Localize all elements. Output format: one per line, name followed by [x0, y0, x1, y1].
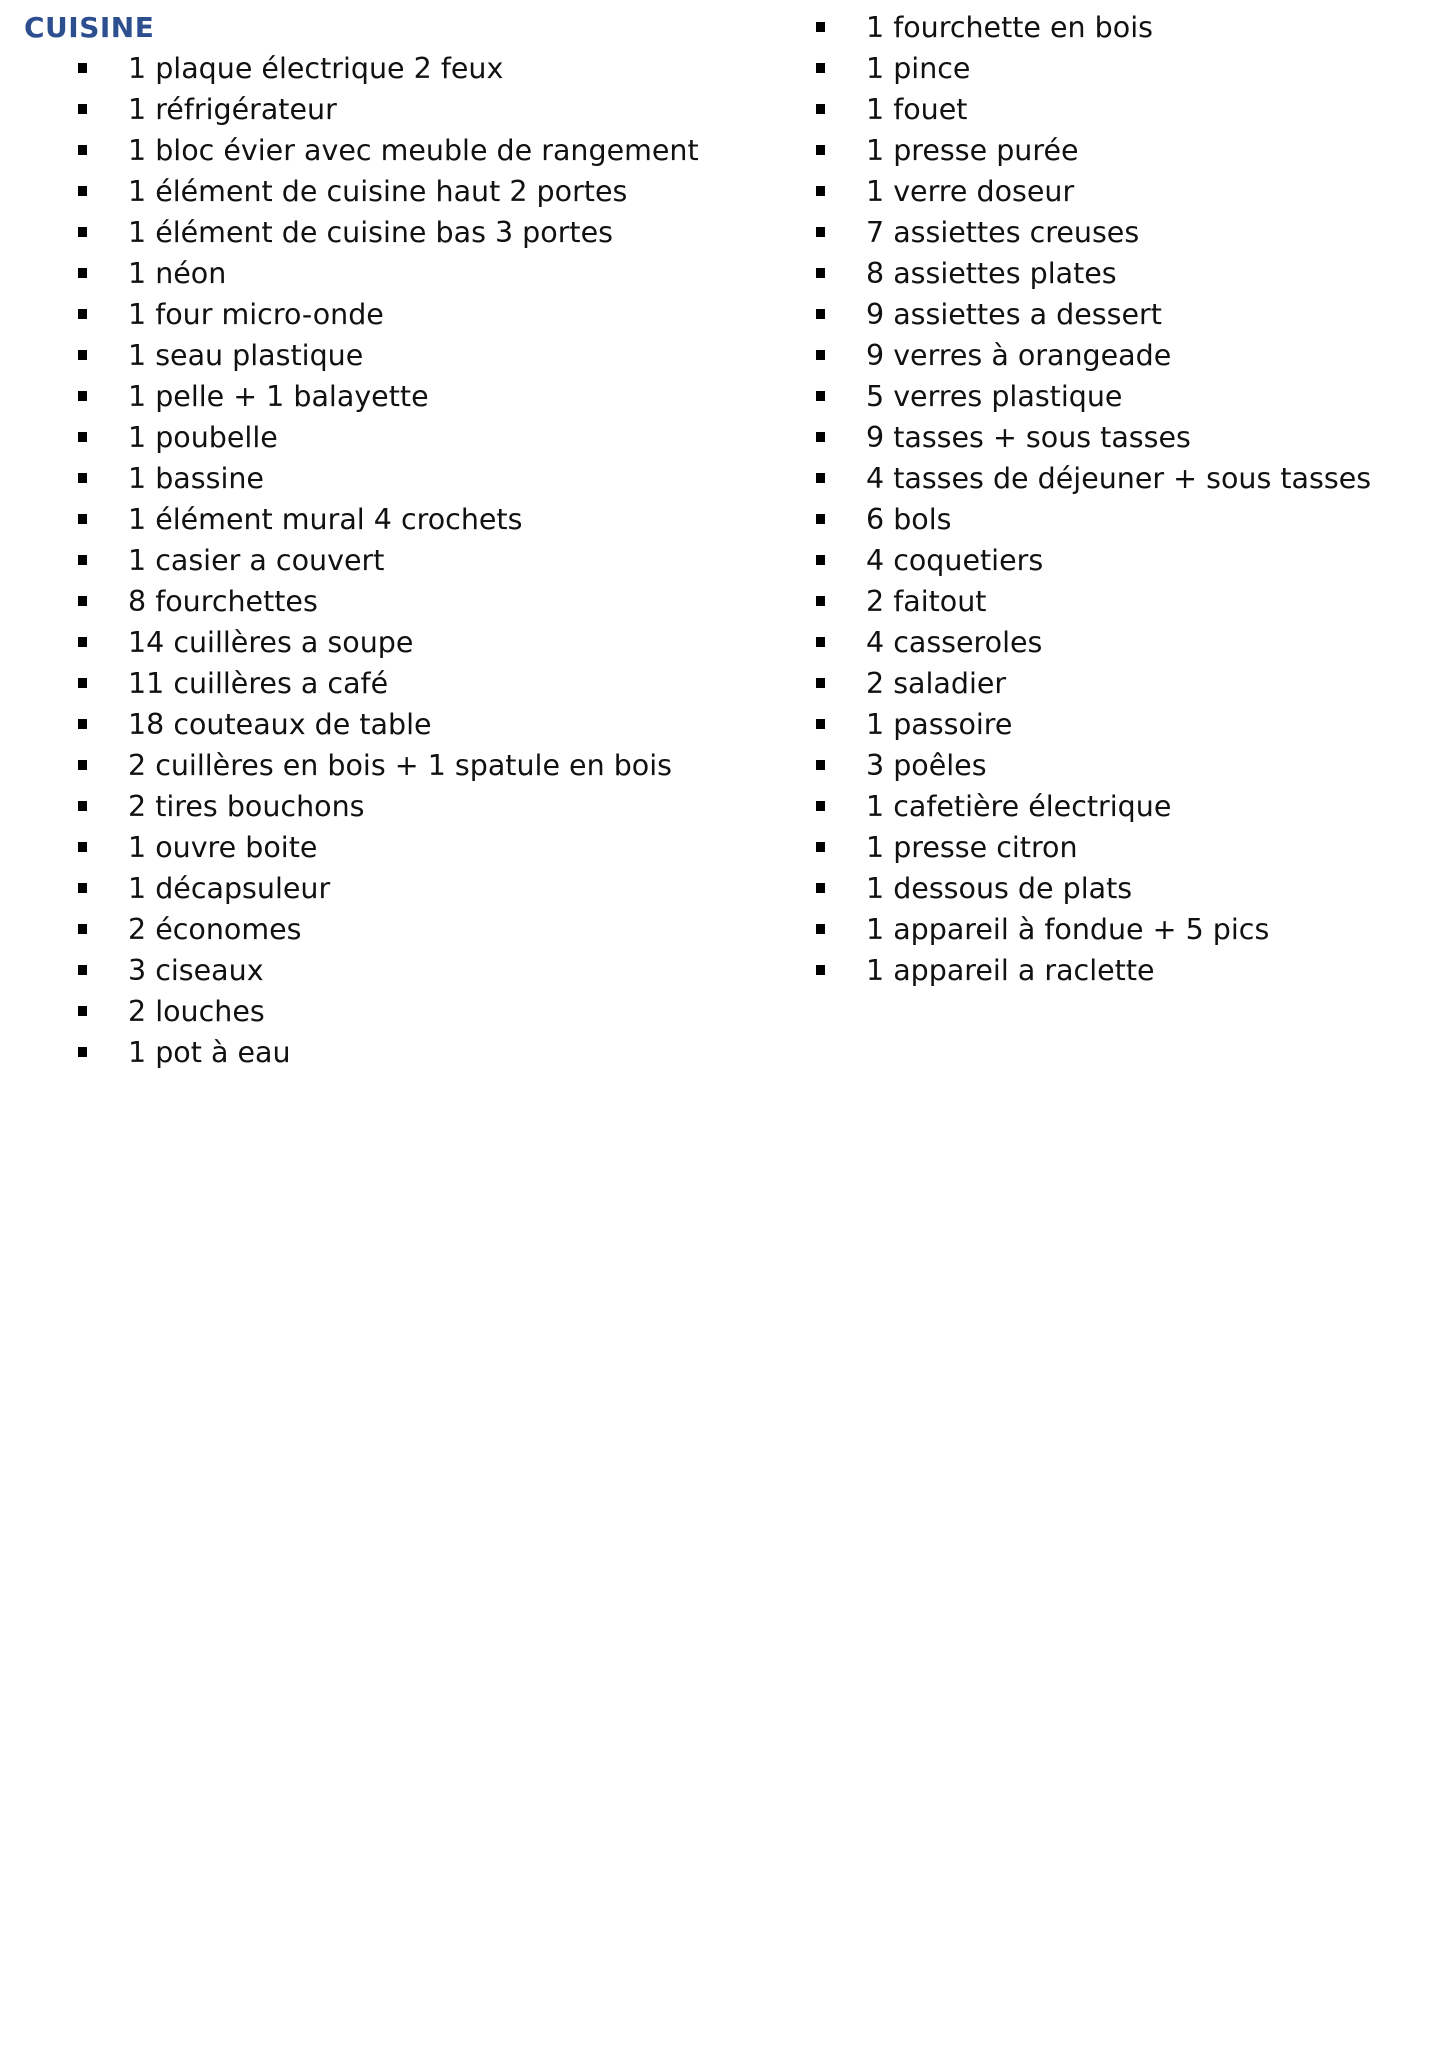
list-item-text: 1 appareil a raclette	[866, 954, 1155, 987]
square-bullet-icon	[816, 63, 825, 73]
list-item-text: 1 poubelle	[128, 421, 278, 454]
list-item	[816, 130, 1416, 171]
square-bullet-icon	[78, 227, 87, 237]
list-item	[816, 950, 1416, 991]
square-bullet-icon	[816, 432, 825, 442]
square-bullet-icon	[816, 596, 825, 606]
square-bullet-icon	[78, 268, 87, 278]
square-bullet-icon	[78, 309, 87, 319]
square-bullet-icon	[816, 391, 825, 401]
square-bullet-icon	[816, 473, 825, 483]
square-bullet-icon	[816, 883, 825, 893]
list-item	[816, 745, 1416, 786]
square-bullet-icon	[78, 145, 87, 155]
list-item	[78, 622, 778, 663]
list-item	[816, 540, 1416, 581]
list-item	[816, 663, 1416, 704]
list-item	[816, 417, 1416, 458]
list-item-text: 1 élément mural 4 crochets	[128, 503, 523, 536]
list-item-text: 1 pot à eau	[128, 1036, 291, 1069]
list-item-text: 9 verres à orangeade	[866, 339, 1172, 372]
square-bullet-icon	[78, 678, 87, 688]
square-bullet-icon	[78, 637, 87, 647]
list-item-text: 1 pelle + 1 balayette	[128, 380, 429, 413]
list-item	[816, 868, 1416, 909]
list-item	[78, 171, 778, 212]
list-item	[78, 663, 778, 704]
list-item	[78, 130, 778, 171]
list-item-text: 1 casier a couvert	[128, 544, 385, 577]
square-bullet-icon	[78, 965, 87, 975]
list-item-text: 1 presse citron	[866, 831, 1078, 864]
square-bullet-icon	[816, 801, 825, 811]
list-item	[78, 212, 778, 253]
list-item-text: 4 casseroles	[866, 626, 1043, 659]
list-item-text: 1 fouet	[866, 93, 968, 126]
list-item-text: 8 assiettes plates	[866, 257, 1117, 290]
square-bullet-icon	[78, 186, 87, 196]
square-bullet-icon	[816, 309, 825, 319]
square-bullet-icon	[816, 924, 825, 934]
list-item-text: 1 bloc évier avec meuble de rangement	[128, 134, 699, 167]
square-bullet-icon	[816, 760, 825, 770]
list-item	[78, 827, 778, 868]
list-item-text: 2 économes	[128, 913, 302, 946]
list-item	[816, 622, 1416, 663]
list-item	[816, 294, 1416, 335]
list-item-text: 1 passoire	[866, 708, 1013, 741]
list-item-text: 9 assiettes a dessert	[866, 298, 1162, 331]
list-item-text: 1 élément de cuisine haut 2 portes	[128, 175, 628, 208]
list-item	[78, 417, 778, 458]
list-item	[78, 950, 778, 991]
list-item	[78, 540, 778, 581]
list-item-text: 1 réfrigérateur	[128, 93, 337, 126]
list-item-text: 1 élément de cuisine bas 3 portes	[128, 216, 613, 249]
square-bullet-icon	[816, 965, 825, 975]
list-item	[78, 335, 778, 376]
list-item-text: 1 four micro-onde	[128, 298, 384, 331]
list-item-text: 3 poêles	[866, 749, 987, 782]
list-item-text: 2 faitout	[866, 585, 987, 618]
list-item	[78, 48, 778, 89]
square-bullet-icon	[816, 227, 825, 237]
list-item-text: 1 pince	[866, 52, 971, 85]
square-bullet-icon	[78, 473, 87, 483]
list-item-text: 1 bassine	[128, 462, 264, 495]
list-item-text: 2 tires bouchons	[128, 790, 365, 823]
list-item-text: 5 verres plastique	[866, 380, 1123, 413]
square-bullet-icon	[78, 801, 87, 811]
list-item	[816, 376, 1416, 417]
square-bullet-icon	[78, 63, 87, 73]
square-bullet-icon	[816, 555, 825, 565]
list-item	[78, 868, 778, 909]
square-bullet-icon	[816, 104, 825, 114]
list-item	[816, 7, 1416, 48]
list-item-text: 4 coquetiers	[866, 544, 1044, 577]
list-item	[816, 253, 1416, 294]
list-item-text: 1 presse purée	[866, 134, 1079, 167]
list-item	[78, 704, 778, 745]
list-item-text: 1 ouvre boite	[128, 831, 318, 864]
list-item	[816, 212, 1416, 253]
list-item	[78, 499, 778, 540]
square-bullet-icon	[78, 391, 87, 401]
square-bullet-icon	[816, 145, 825, 155]
list-item	[78, 89, 778, 130]
square-bullet-icon	[78, 924, 87, 934]
list-item-text: 1 dessous de plats	[866, 872, 1133, 905]
list-item-text: 1 cafetière électrique	[866, 790, 1172, 823]
square-bullet-icon	[78, 842, 87, 852]
list-item	[78, 581, 778, 622]
list-item	[816, 581, 1416, 622]
square-bullet-icon	[78, 719, 87, 729]
list-item	[78, 376, 778, 417]
list-item	[816, 89, 1416, 130]
list-item-text: 1 plaque électrique 2 feux	[128, 52, 504, 85]
square-bullet-icon	[78, 1006, 87, 1016]
list-item-text: 2 saladier	[866, 667, 1007, 700]
square-bullet-icon	[816, 22, 825, 32]
list-item-text: 2 cuillères en bois + 1 spatule en bois	[128, 749, 672, 782]
square-bullet-icon	[816, 842, 825, 852]
list-item-text: 6 bols	[866, 503, 952, 536]
list-item-text: 7 assiettes creuses	[866, 216, 1140, 249]
list-item	[816, 827, 1416, 868]
square-bullet-icon	[78, 432, 87, 442]
section-heading: CUISINE	[24, 11, 155, 44]
list-item-text: 8 fourchettes	[128, 585, 318, 618]
list-item-text: 1 néon	[128, 257, 227, 290]
square-bullet-icon	[78, 350, 87, 360]
list-item-text: 1 décapsuleur	[128, 872, 331, 905]
square-bullet-icon	[816, 637, 825, 647]
square-bullet-icon	[78, 760, 87, 770]
list-item-text: 11 cuillères a café	[128, 667, 389, 700]
list-item	[816, 171, 1416, 212]
square-bullet-icon	[816, 268, 825, 278]
square-bullet-icon	[78, 104, 87, 114]
list-item	[78, 909, 778, 950]
list-item-text: 1 verre doseur	[866, 175, 1075, 208]
square-bullet-icon	[816, 350, 825, 360]
list-item-text: 4 tasses de déjeuner + sous tasses	[866, 462, 1372, 495]
list-item-text: 1 appareil à fondue + 5 pics	[866, 913, 1270, 946]
list-item	[78, 1032, 778, 1073]
square-bullet-icon	[816, 719, 825, 729]
square-bullet-icon	[78, 596, 87, 606]
list-item	[816, 704, 1416, 745]
square-bullet-icon	[78, 883, 87, 893]
list-item	[78, 745, 778, 786]
square-bullet-icon	[78, 514, 87, 524]
list-item	[78, 458, 778, 499]
list-item-text: 3 ciseaux	[128, 954, 264, 987]
square-bullet-icon	[816, 678, 825, 688]
list-item	[816, 48, 1416, 89]
square-bullet-icon	[78, 555, 87, 565]
list-item	[78, 253, 778, 294]
list-item	[78, 786, 778, 827]
list-item	[78, 294, 778, 335]
list-item-text: 18 couteaux de table	[128, 708, 432, 741]
square-bullet-icon	[78, 1047, 87, 1057]
square-bullet-icon	[816, 514, 825, 524]
list-item	[816, 335, 1416, 376]
inventory-list-left	[78, 48, 778, 1073]
square-bullet-icon	[816, 186, 825, 196]
list-item	[816, 909, 1416, 950]
list-item	[78, 991, 778, 1032]
list-item-text: 9 tasses + sous tasses	[866, 421, 1191, 454]
list-item-text: 14 cuillères a soupe	[128, 626, 414, 659]
list-item	[816, 458, 1416, 499]
inventory-list-right	[816, 7, 1416, 991]
list-item-text: 1 fourchette en bois	[866, 11, 1153, 44]
list-item	[816, 786, 1416, 827]
list-item-text: 1 seau plastique	[128, 339, 364, 372]
list-item-text: 2 louches	[128, 995, 265, 1028]
list-item	[816, 499, 1416, 540]
